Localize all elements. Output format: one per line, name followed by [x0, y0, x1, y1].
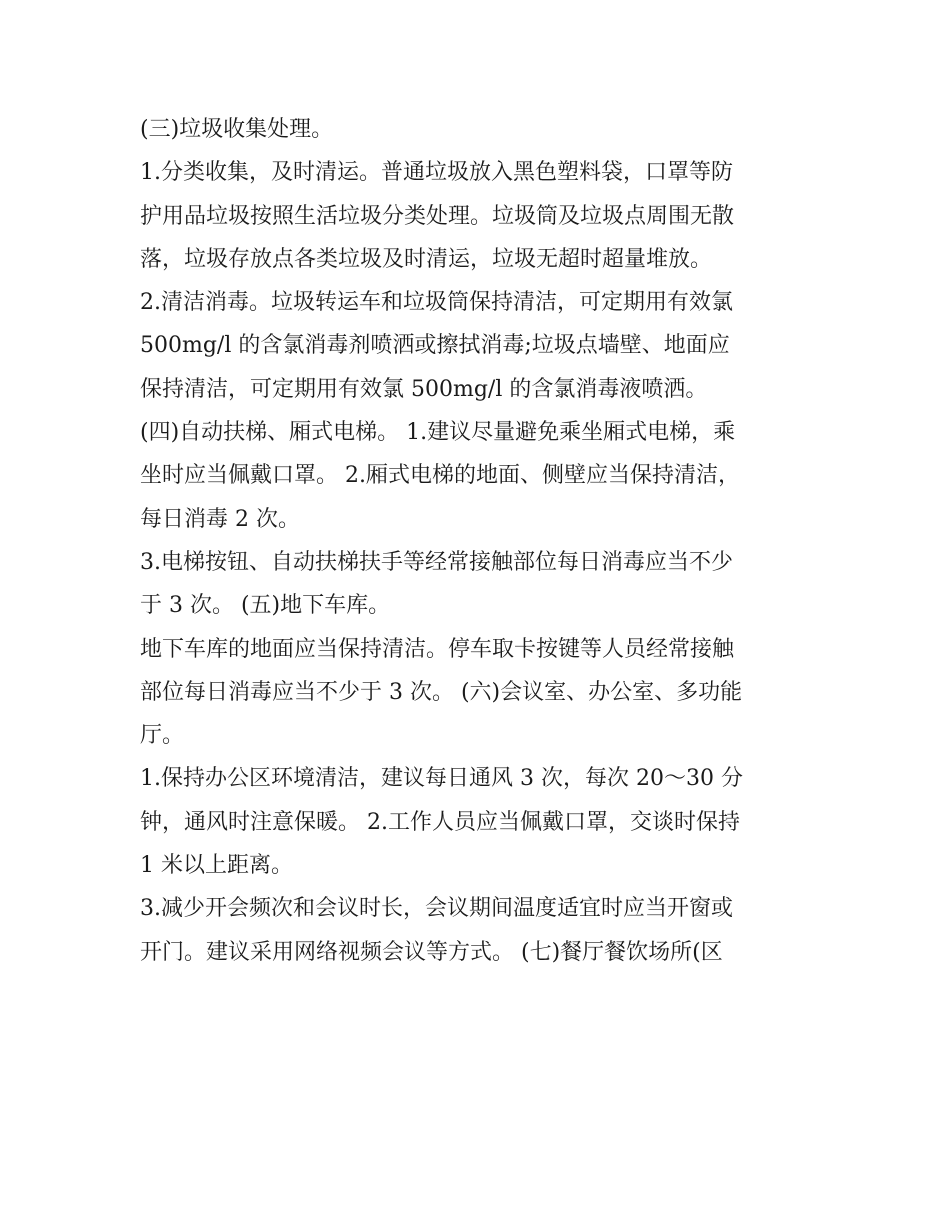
text-line: 3.减少开会频次和会议时长，会议期间温度适宜时应当开窗或: [140, 896, 733, 922]
text-line: 每日消毒 2 次。: [140, 506, 300, 532]
text-line: 3.电梯按钮、自动扶梯扶手等经常接触部位每日消毒应当不少: [140, 549, 733, 575]
text-line: 开门。建议采用网络视频会议等方式。 (七)餐厅餐饮场所(区: [140, 939, 723, 965]
text-line: 保持清洁，可定期用有效氯 500mg/l 的含氯消毒液喷洒。: [140, 376, 708, 402]
text-line: 部位每日消毒应当不少于 3 次。 (六)会议室、办公室、多功能: [140, 679, 743, 705]
text-line: 1.保持办公区环境清洁，建议每日通风 3 次，每次 20～30 分: [140, 766, 743, 792]
text-line: 钟，通风时注意保暖。 2.工作人员应当佩戴口罩，交谈时保持: [140, 809, 740, 835]
text-line: 落，垃圾存放点各类垃圾及时清运，垃圾无超时超量堆放。: [140, 246, 713, 272]
text-line: 厅。: [140, 723, 185, 749]
document-body: [140, 108, 820, 974]
text-line: 1 米以上距离。: [140, 853, 293, 879]
text-line: 1.分类收集，及时清运。普通垃圾放入黑色塑料袋，口罩等防: [140, 160, 733, 186]
text-line: 2.清洁消毒。垃圾转运车和垃圾筒保持清洁，可定期用有效氯: [140, 290, 733, 316]
text-line: (三)垃圾收集处理。: [140, 117, 334, 142]
text-line: 坐时应当佩戴口罩。 2.厢式电梯的地面、侧壁应当保持清洁，: [140, 463, 740, 489]
text-line: 护用品垃圾按照生活垃圾分类处理。垃圾筒及垃圾点周围无散: [140, 203, 735, 229]
text-line: 地下车库的地面应当保持清洁。停车取卡按键等人员经常接触: [140, 636, 735, 662]
text-line: 500mg/l 的含氯消毒剂喷洒或擦拭消毒;垃圾点墙壁、地面应: [140, 333, 730, 359]
text-line: 于 3 次。 (五)地下车库。: [140, 593, 391, 619]
text-line: (四)自动扶梯、厢式电梯。 1.建议尽量避免乘坐厢式电梯，乘: [140, 420, 736, 446]
